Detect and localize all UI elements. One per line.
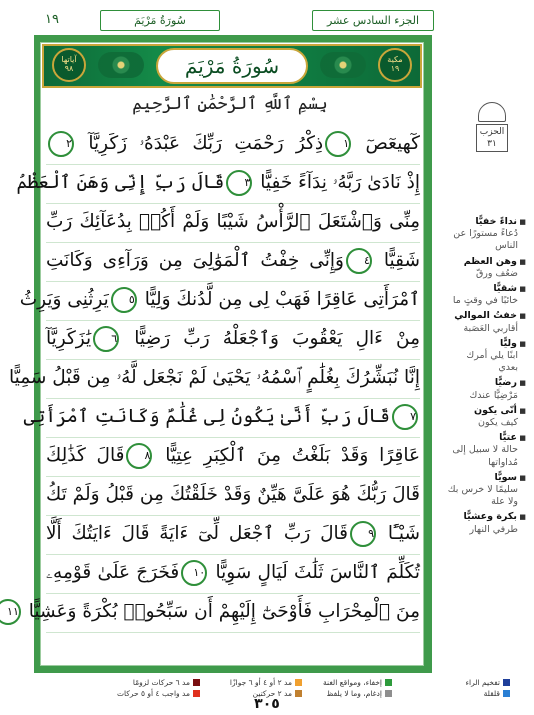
verse-line [46,438,420,477]
verse-text: ذِكْرُ رَحْمَتِ رَبِّكَ عَبْدَهُۥ زَكَرِيَّآ [88,133,324,154]
verse-text: قَالَ رَبِّ إِنِّى وَهَنَ ٱلْعَظْمُ [16,172,225,193]
legend-label: مد ٦ حركات لزومًا [132,678,190,687]
note-definition: طرفي النهار [469,523,518,535]
header-surah-label: سُورَةُ مَرْيَمَ [134,14,186,27]
verse-number: ١١ [0,599,21,625]
verse-number: ٦ [93,326,119,352]
verse-line [46,126,420,165]
hizb-number: ٣١ [487,139,497,149]
verse-text: تُكَلِّمَ ٱلنَّاسَ ثَلَٰثَ لَيَالٍ سَوِيًّا [215,562,420,583]
verse-number: ٢ [48,131,74,157]
note-definition: حالة لا سبيل إلى مُداواتها [452,444,518,468]
note-definition: خائبًا في وقتٍ ما [452,295,518,307]
legend-item [323,678,392,687]
verse-line [46,477,420,516]
verse-text: يَٰزَكَرِيَّآ [46,328,92,349]
margin-note [446,310,526,334]
legend-label: تفخيم الراء [465,678,500,687]
basmala: بِسْمِ ٱللَّهِ ٱلرَّحْمَٰنِ ٱلرَّحِيمِ [132,94,328,114]
verse-text: فَخَرَجَ عَلَىٰ قَوْمِهِۦ [46,562,180,583]
note-word: ■ عتيًّا [499,432,526,443]
legend-swatch-icon [503,679,510,686]
verse-line [19,282,420,321]
legend-label: إخفاء، ومواقع الغنة [323,678,382,687]
verse-text: إِذْ نَادَىٰ رَبَّهُۥ نِدَآءً خَفِيًّا [260,172,420,193]
note-word: ■ بكرة وعشيًّا [464,511,527,522]
verse-number: ٧ [392,404,418,430]
verse-text: مِنَ ٱلْمِحْرَابِ فَأَوْحَىٰٓ إِلَيْهِمْ أَن سَبِّحُوا۟ بُكْرَةً وَعَشِيًّا [28,601,420,622]
legend-swatch-icon [385,679,392,686]
verse-number: ١ [325,131,351,157]
note-definition: ابنًا يلي أمرك بعدي [466,350,518,374]
verse-line [16,165,420,204]
verse-text: ٱمْرَأَتِى عَاقِرًا فَهَبْ لِى مِن لَّدُنكَ وَلِيًّا [144,289,420,310]
legend-label: مد ٢ حركتين [252,689,292,698]
note-word: ■ شقيًّا [493,283,526,294]
hizb-dome-icon [478,102,506,122]
verse-lines [7,126,420,633]
note-definition: أقاربي العَصَبة [463,322,518,334]
margin-note [446,216,526,253]
verse-line [46,555,420,594]
right-medal: مكية ١٩ [378,48,412,82]
hizb-marker [471,102,513,164]
legend-label: قلقلة [483,689,500,698]
verse-text: قَالَ رَبِّ أَنَّىٰ يَكُونُ لِى غُلَٰمٌ وَكَانَتِ ٱمْرَأَتِى [23,406,390,427]
legend-item [133,678,200,687]
verse-line [46,204,420,243]
margin-note [446,256,526,280]
hizb-box [476,124,508,152]
left-medal: آياتها ٩٨ [52,48,86,82]
note-word: ■ رضيًّا [495,377,526,388]
note-definition: كيف يكون [477,417,518,429]
legend-item [466,678,510,687]
margin-note [446,283,526,307]
legend-label: مد واجب ٤ أو ٥ حركات [116,689,190,698]
verse-text: كٓهيعٓصٓ [365,133,420,154]
verse-line [46,243,420,282]
verse-text: قَالَ رَبُّكَ هُوَ عَلَىَّ هَيِّنٌ وَقَدْ خَلَقْتُكَ مِن قَبْلُ وَلَمْ تَكُ [46,484,420,505]
verse-number: ٩ [350,521,376,547]
surah-title-banner [42,44,422,88]
note-definition: مَرْضِيًّا عندك [469,389,518,401]
verse-number: ٥ [111,287,137,313]
verse-text: عَاقِرًا وَقَدْ بَلَغْتُ مِنَ ٱلْكِبَرِ عِتِيًّا [165,445,420,466]
legend-item [230,678,302,687]
margin-note [446,511,526,535]
verse-text: شَقِيًّا [383,250,420,271]
note-word: ■ خفتُ الموالي [454,310,526,321]
margin-note [446,432,526,469]
note-word: ■ سويًّا [495,472,527,483]
note-definition: ضعُف ورقّ [475,267,518,279]
margin-note [446,377,526,401]
note-word: ■ وهن العظم [464,256,526,267]
note-word: ■ وليًّا [500,338,526,349]
verse-line [8,360,420,399]
verse-line [46,516,420,555]
note-word: ■ نداءً خفيًّا [475,216,526,227]
note-definition: دُعاءً مستورًا عن الناس [453,228,518,252]
verse-text: شَيْـًٔا [387,523,420,544]
legend-swatch-icon [295,679,302,686]
verse-line [7,594,420,633]
header-page-number: ١٩ [45,12,59,27]
margin-note [446,472,526,509]
verse-number: ٣ [226,170,252,196]
right-ornament-icon [320,52,366,78]
verse-text: قَالَ رَبِّ ٱجْعَل لِّىٓ ءَايَةً قَالَ ءَايَتُكَ أَلَّا [46,523,349,544]
header-juz-box [312,10,434,31]
margin-note [446,405,526,429]
page-footer-number: ٣٠٥ [254,696,280,712]
hizb-label: الحزب [479,127,505,137]
legend-label: مد ٢ أو ٤ أو ٦ جوازًا [229,678,292,687]
verse-text: وَإِنِّى خِفْتُ ٱلْمَوَٰلِىَ مِن وَرَآءِى وَكَانَتِ [46,250,344,271]
verse-text: مِنِّى وَٱشْتَعَلَ ٱلرَّأْسُ شَيْبًا وَلَمْ أَكُنۢ بِدُعَآئِكَ رَبِّ [46,211,420,232]
note-word: ■ أنّى يكون [474,405,526,416]
margin-notes [446,216,526,539]
verse-text: مِنْ ءَالِ يَعْقُوبَ وَٱجْعَلْهُ رَبِّ رَضِيًّا [134,328,420,349]
verse-text: يَرِثُنِى وَيَرِثُ [19,289,109,310]
legend-swatch-icon [193,679,200,686]
verse-number: ١٠ [181,560,207,586]
left-ornament-icon [98,52,144,78]
verse-line [23,399,420,438]
verse-text: قَالَ كَذَٰلِكَ [46,445,125,466]
header-surah-box [100,10,220,31]
verse-text: إِنَّا نُبَشِّرُكَ بِغُلَٰمٍ ٱسْمُهُۥ يَحْيَىٰ لَمْ نَجْعَل لَّهُۥ مِن قَبْلُ سَمِيًّا [8,367,420,388]
verse-number: ٤ [346,248,372,274]
legend-label: إدغام، وما لا يلفظ [326,689,382,698]
header-juz-label: الجزء السادس عشر [326,14,420,27]
margin-note [446,338,526,375]
surah-title: سُورَةُ مَرْيَمَ [156,48,308,84]
verse-line [46,321,420,360]
note-definition: سليمًا لا خرس بك ولا علة [447,484,518,508]
verse-number: ٨ [126,443,152,469]
